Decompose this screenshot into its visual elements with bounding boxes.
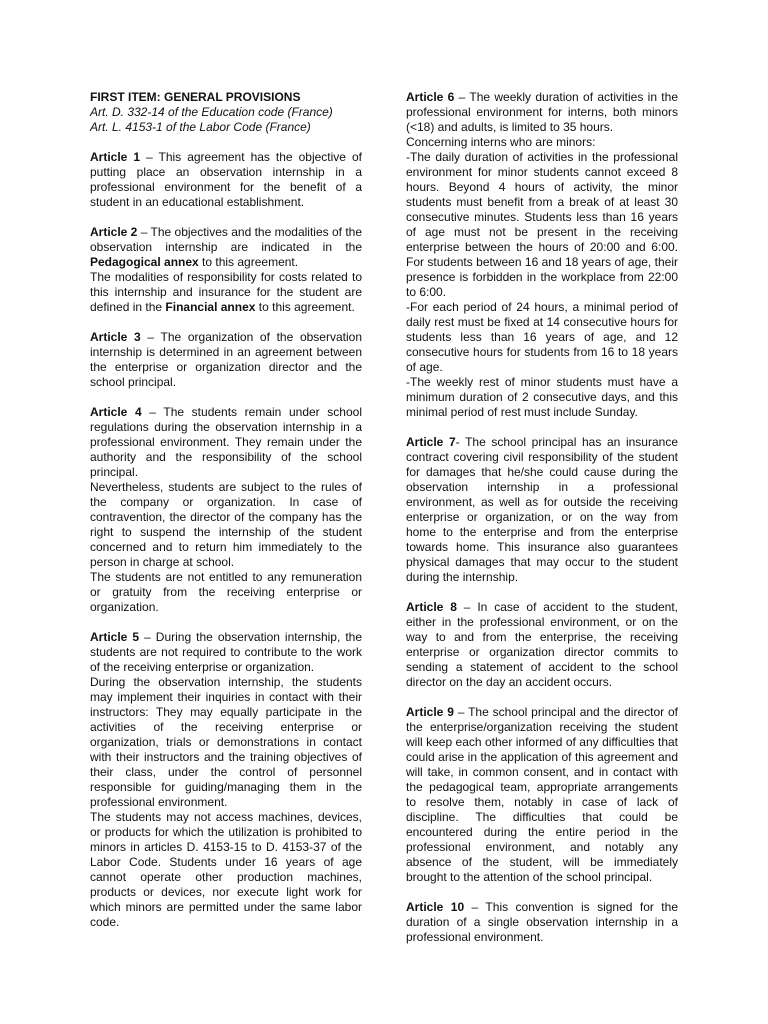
- emphasized-term: Financial annex: [165, 300, 256, 314]
- article-paragraph: [406, 90, 678, 135]
- article-text: – The school principal and the director of the enterprise/organization receiving the student will keep each other informed of any difficulties that could arise in the application of this agreement and will take, in common consent, and in contact with the pedagogical team, appropriate arrangements to resolve them, notably in case of lack of discipline. The difficulties that could be encountered during the entire period in the professional environment, and notably any absence of the student, will be immediately brought to the attention of the school principal.: [406, 705, 678, 884]
- article-label: Article 3: [90, 330, 141, 344]
- article-block: [406, 900, 678, 945]
- article-text: – This agreement has the objective of putting place an observation internship in a professional environment for the benefit of a student in an educational establishment.: [90, 150, 362, 209]
- article-text: Concerning interns who are minors:: [406, 135, 596, 149]
- section-title: FIRST ITEM: GENERAL PROVISIONS: [90, 90, 301, 104]
- article-text: -The daily duration of activities in the professional environment for minor students cannot exceed 8 hours. Beyond 4 hours of activity, the minor students must benefit from a break of at least 30 consecutive minutes. Students less than 16 years of age must not be present in the receiving enterprise between the hours of 20:00 and 6:00. For students between 16 and 18 years of age, their presence is forbidden in the workplace from 22:00 to 6:00.: [406, 150, 678, 299]
- article-text: The modalities of responsibility for costs related to this internship and insurance for the student are defined in the: [90, 270, 362, 314]
- article-paragraph: [406, 600, 678, 690]
- legal-reference: Art. L. 4153-1 of the Labor Code (France): [90, 120, 311, 134]
- article-paragraph: [90, 675, 362, 810]
- article-text: – The objectives and the modalities of the observation internship are indicated in the: [90, 225, 363, 254]
- article-block: [90, 630, 362, 930]
- legal-reference: Art. D. 332-14 of the Education code (France): [90, 105, 333, 119]
- left-column: [90, 90, 362, 930]
- article-text: – This convention is signed for the duration of a single observation internship in a professional environment.: [406, 900, 678, 944]
- article-label: Article 5: [90, 630, 140, 644]
- article-paragraph: [406, 300, 678, 375]
- emphasized-term: Pedagogical annex: [90, 255, 199, 269]
- right-column: [406, 90, 678, 945]
- article-paragraph: [90, 570, 362, 615]
- article-block: [90, 225, 362, 315]
- article-paragraph: [90, 630, 362, 675]
- article-text: to this agreement.: [255, 300, 355, 314]
- article-text: to this agreement.: [198, 255, 299, 269]
- article-label: Article 7: [406, 435, 456, 449]
- article-paragraph: [90, 225, 362, 270]
- article-label: Article 6: [406, 90, 455, 104]
- article-block: [90, 330, 362, 390]
- right-articles: [406, 90, 678, 945]
- article-text: -For each period of 24 hours, a minimal period of daily rest must be fixed at 14 consecutive hours for students less than 16 years of age, and 12 consecutive hours for students from 16 to 18 years of age.: [406, 300, 678, 374]
- article-paragraph: [90, 330, 362, 390]
- article-paragraph: [406, 150, 678, 300]
- article-text: During the observation internship, the students may implement their inquiries in contact with their instructors: They may equally participate in the activities of the receiving enterprise or organization, trials or demonstrations in contact with their instructors and the training objectives of their class, under the control of personnel responsible for guiding/managing them in the professional environment.: [90, 675, 362, 809]
- article-text: – In case of accident to the student, either in the professional environment, or on the way to and from the enterprise, the receiving enterprise or organization director commits to sending a statement of accident to the school director on the day an accident occurs.: [406, 600, 679, 689]
- article-label: Article 2: [90, 225, 138, 239]
- article-block: [406, 600, 678, 690]
- left-articles: [90, 150, 362, 930]
- article-paragraph: [90, 480, 362, 570]
- article-block: [90, 150, 362, 210]
- article-label: Article 9: [406, 705, 454, 719]
- article-label: Article 8: [406, 600, 457, 614]
- article-text: -The weekly rest of minor students must have a minimum duration of 2 consecutive days, and this minimal period of rest must include Sunday.: [406, 375, 678, 419]
- article-text: – The students remain under school regulations during the observation internship in a professional environment. They remain under the authority and the responsibility of the school principal.: [90, 405, 362, 479]
- article-paragraph: [90, 270, 362, 315]
- article-text: The students are not entitled to any remuneration or gratuity from the receiving enterprise or organization.: [90, 570, 362, 614]
- article-text: – The organization of the observation internship is determined in an agreement between the enterprise or organization director and the school principal.: [90, 330, 362, 389]
- article-paragraph: [90, 150, 362, 210]
- article-block: [406, 435, 678, 585]
- article-label: Article 4: [90, 405, 142, 419]
- article-label: Article 10: [406, 900, 465, 914]
- article-text: – During the observation internship, the students are not required to contribute to the work of the receiving enterprise or organization.: [90, 630, 363, 674]
- article-paragraph: [406, 435, 678, 585]
- section-heading: [90, 90, 362, 135]
- article-text: - The school principal has an insurance contract covering civil responsibility of the student for damages that he/she could cause during the observation internship in a professional environment, as well as for outside the receiving enterprise or organization, or on the way from home to the enterprise and from the enterprise towards home. This insurance also guarantees physical damages that may occur to the student during the internship.: [406, 435, 678, 584]
- article-text: – The weekly duration of activities in the professional environment for interns, both minors (<18) and adults, is limited to 35 hours.: [406, 90, 678, 134]
- article-label: Article 1: [90, 150, 141, 164]
- article-text: The students may not access machines, devices, or products for which the utilization is prohibited to minors in articles D. 4153-15 to D. 4153-37 of the Labor Code. Students under 16 years of age cannot operate other production machines, products or devices, nor execute light work for which minors are permitted under the same labor code.: [90, 810, 362, 929]
- article-block: [406, 90, 678, 420]
- article-paragraph: [406, 135, 678, 150]
- article-paragraph: [406, 705, 678, 885]
- article-block: [90, 405, 362, 615]
- article-paragraph: [406, 900, 678, 945]
- article-block: [406, 705, 678, 885]
- article-paragraph: [406, 375, 678, 420]
- article-paragraph: [90, 405, 362, 480]
- article-text: Nevertheless, students are subject to the rules of the company or organization. In case of contravention, the director of the company has the right to suspend the internship of the student concerned and to return him immediately to the person in charge at school.: [90, 480, 362, 569]
- article-paragraph: [90, 810, 362, 930]
